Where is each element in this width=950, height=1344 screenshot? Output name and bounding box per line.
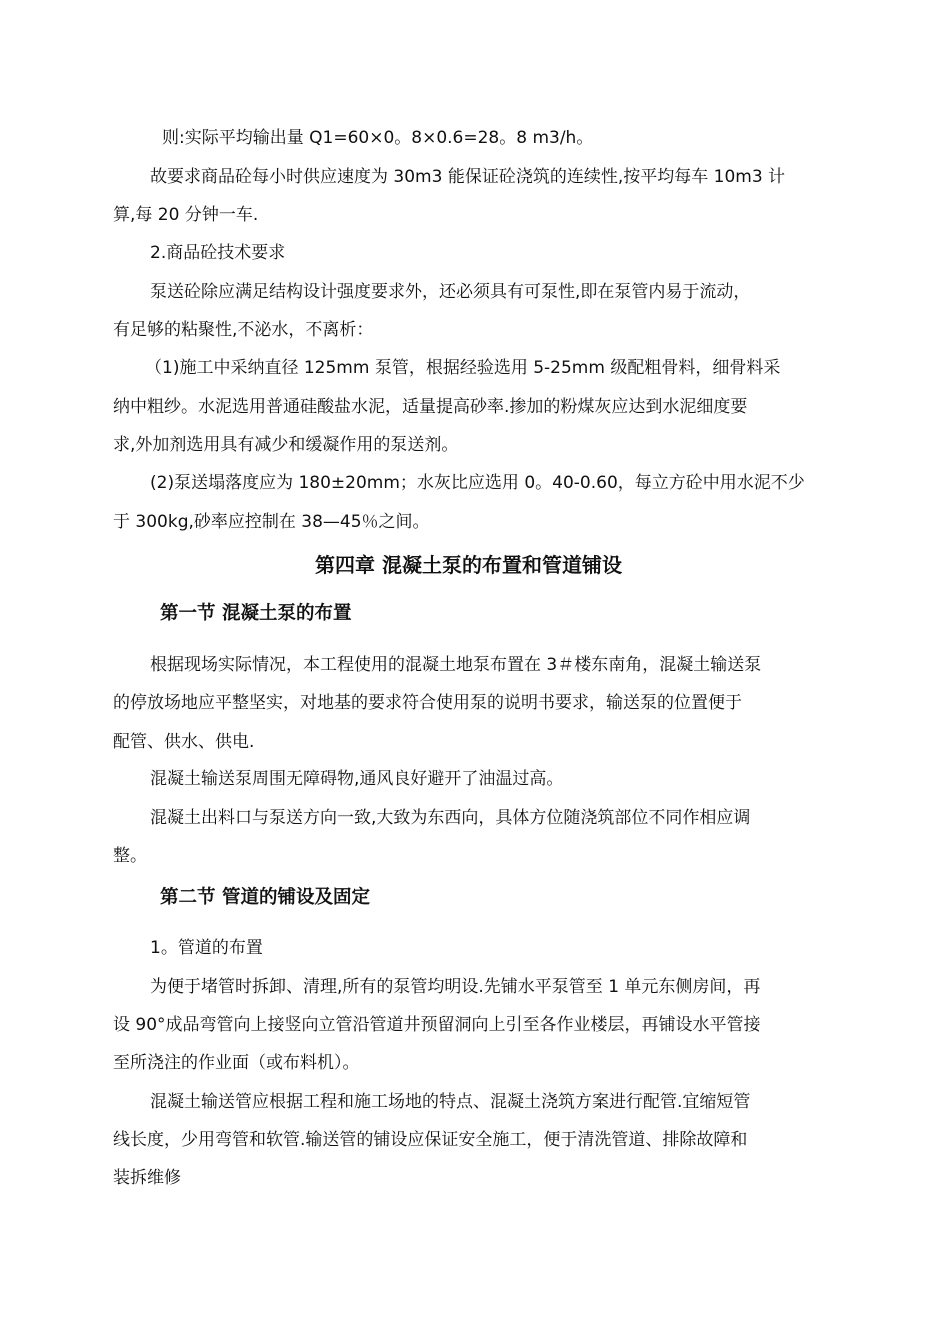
paragraph-line: 则:实际平均输出量 Q1=60×0。8×0.6=28。8 m3/h。	[162, 128, 594, 148]
paragraph-line: 故要求商品砼每小时供应速度为 30m3 能保证砼浇筑的连续性,按平均每车 10m3 计	[150, 167, 786, 187]
paragraph-line: 纳中粗纱。水泥选用普通硅酸盐水泥，适量提高砂率.掺加的粉煤灰应达到水泥细度要	[113, 397, 748, 417]
section-title: 第二节 管道的铺设及固定	[160, 887, 370, 908]
paragraph-line: 2.商品砼技术要求	[150, 243, 286, 263]
paragraph-line: 根据现场实际情况，本工程使用的混凝土地泵布置在 3＃楼东南角，混凝土输送泵	[150, 655, 762, 675]
paragraph-line: 1。管道的布置	[150, 938, 263, 958]
paragraph-line: 求,外加剂选用具有减少和缓凝作用的泵送剂。	[113, 435, 459, 455]
paragraph-line: 为便于堵管时拆卸、清理,所有的泵管均明设.先铺水平泵管至 1 单元东侧房间，再	[150, 977, 761, 997]
paragraph-line: 算,每 20 分钟一车.	[113, 205, 259, 225]
paragraph-line: 于 300kg,砂率应控制在 38—45％之间。	[113, 512, 430, 532]
paragraph-line: (2)泵送塌落度应为 180±20mm；水灰比应选用 0。40-0.60，每立方砼中用水泥不少	[150, 473, 805, 493]
paragraph-line: 线长度，少用弯管和软管.输送管的铺设应保证安全施工，便于清洗管道、排除故障和	[113, 1130, 748, 1150]
chapter-title: 第四章 混凝土泵的布置和管道铺设	[315, 553, 622, 577]
paragraph-line: 混凝土输送管应根据工程和施工场地的特点、混凝土浇筑方案进行配管.宜缩短管	[150, 1092, 751, 1112]
paragraph-line: 有足够的粘聚性,不泌水，不离析：	[113, 320, 374, 340]
paragraph-line: 的停放场地应平整坚实，对地基的要求符合使用泵的说明书要求，输送泵的位置便于	[113, 693, 742, 713]
paragraph-line: 至所浇注的作业面（或布料机）。	[113, 1053, 360, 1073]
paragraph-line: 配管、供水、供电.	[113, 732, 255, 752]
paragraph-line: 整。	[113, 846, 147, 866]
paragraph-line: 混凝土出料口与泵送方向一致,大致为东西向，具体方位随浇筑部位不同作相应调	[150, 808, 751, 828]
paragraph-line: （1)施工中采纳直径 125mm 泵管，根据经验选用 5-25mm 级配粗骨料，细骨料采	[145, 358, 781, 378]
paragraph-line: 设 90°成品弯管向上接竖向立管沿管道井预留洞向上引至各作业楼层，再铺设水平管接	[113, 1015, 761, 1035]
paragraph-line: 装拆维修	[113, 1168, 181, 1188]
paragraph-line: 泵送砼除应满足结构设计强度要求外，还必须具有可泵性,即在泵管内易于流动，	[150, 282, 751, 302]
paragraph-line: 混凝土输送泵周围无障碍物,通风良好避开了油温过高。	[150, 769, 564, 789]
section-title: 第一节 混凝土泵的布置	[160, 603, 352, 624]
